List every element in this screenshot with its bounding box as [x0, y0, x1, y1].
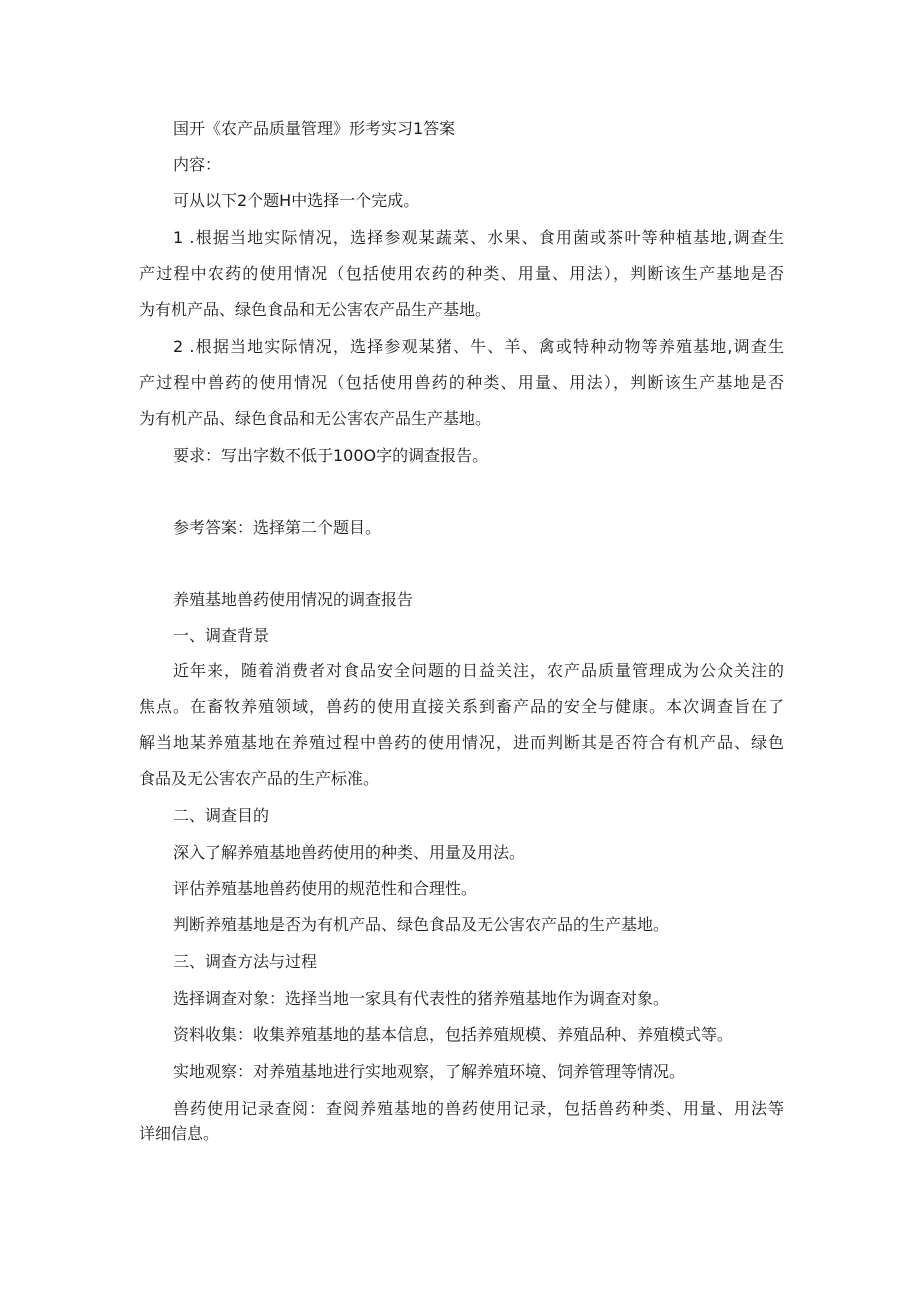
section3-item1: 选择调查对象：选择当地一家具有代表性的猪养殖基地作为调查对象。	[173, 989, 670, 1008]
question2-line3: 为有机产品、绿色食品和无公害农产品生产基地。	[139, 409, 492, 428]
content-label: 内容：	[173, 155, 222, 174]
question1-line1: 1 .根据当地实际情况，选择参观某蔬菜、水果、食用菌或茶叶等种植基地,调查生	[173, 228, 784, 247]
section3-item4-line2: 详细信息。	[139, 1124, 220, 1143]
answer-label: 参考答案：选择第二个题目。	[173, 518, 382, 537]
section2-item2: 评估养殖基地兽药使用的规范性和合理性。	[173, 879, 478, 898]
section2-item3: 判断养殖基地是否为有机产品、绿色食品及无公害农产品的生产基地。	[173, 915, 670, 934]
question2-line1: 2 .根据当地实际情况，选择参观某猪、牛、羊、禽或特种动物等养殖基地,调查生	[173, 337, 784, 356]
section3-item3: 实地观察：对养殖基地进行实地观察，了解养殖环境、饲养管理等情况。	[173, 1062, 686, 1081]
question1-line3: 为有机产品、绿色食品和无公害农产品生产基地。	[139, 300, 492, 319]
section3-heading: 三、调查方法与过程	[173, 952, 318, 971]
section3-item2: 资料收集：收集养殖基地的基本信息，包括养殖规模、养殖品种、养殖模式等。	[173, 1025, 734, 1044]
section2-heading: 二、调查目的	[173, 806, 270, 825]
report-title: 养殖基地兽药使用情况的调查报告	[173, 590, 414, 609]
question2-line2: 产过程中兽药的使用情况（包括使用兽药的种类、用量、用法），判断该生产基地是否	[139, 373, 784, 392]
requirement-text: 要求：写出字数不低于100O字的调查报告。	[173, 446, 489, 465]
document-title: 国开《农产品质量管理》形考实习1答案	[173, 119, 456, 138]
section1-line4: 食品及无公害农产品的生产标准。	[139, 769, 380, 788]
question1-line2: 产过程中农药的使用情况（包括使用农药的种类、用量、用法），判断该生产基地是否	[139, 264, 784, 283]
instruction-text: 可从以下2个题H中选择一个完成。	[173, 191, 420, 210]
section1-line3: 解当地某养殖基地在养殖过程中兽药的使用情况，进而判断其是否符合有机产品、绿色	[139, 733, 784, 752]
section1-heading: 一、调查背景	[173, 626, 270, 645]
section3-item4-line1: 兽药使用记录查阅：查阅养殖基地的兽药使用记录，包括兽药种类、用量、用法等	[173, 1099, 784, 1118]
section2-item1: 深入了解养殖基地兽药使用的种类、用量及用法。	[173, 843, 526, 862]
section1-line1: 近年来，随着消费者对食品安全问题的日益关注，农产品质量管理成为公众关注的	[173, 661, 784, 680]
section1-line2: 焦点。在畜牧养殖领域，兽药的使用直接关系到畜产品的安全与健康。本次调查旨在了	[139, 697, 784, 716]
